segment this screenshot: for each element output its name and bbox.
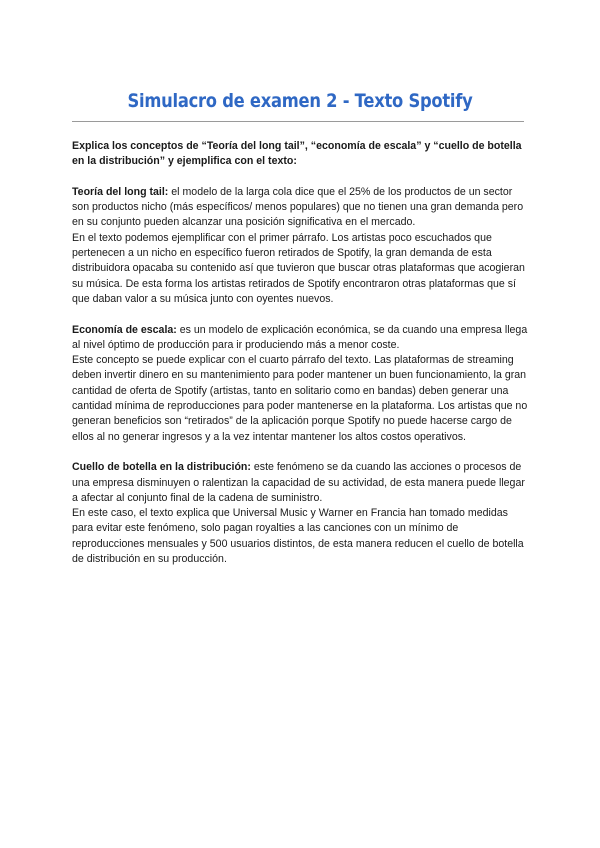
section-definition [72, 460, 528, 506]
page-title: Simulacro de examen 2 - Texto Spotify [127, 90, 473, 112]
section-example: Este concepto se puede explicar con el cuarto párrafo del texto. Las plataformas de streaming deben invertir dinero en su mantenimiento para poder mantener un buen funcionamiento, la gran cantidad de oferta de Spotify (artistas, tanto en solitario como en bandas) deben generar una cantidad mínima de reproducciones para poder mantenerse en la plataforma. Los artistas que no generan beneficios son “retirados” de la aplicación porque Spotify no puede hacerse cargo de ellos al no generar ingresos y a la vez intentar mantener los altos costos operativos. [72, 354, 528, 443]
section-economia-escala [72, 323, 528, 445]
section-definition [72, 185, 528, 231]
title-divider [72, 121, 524, 122]
section-example: En el texto podemos ejemplificar con el primer párrafo. Los artistas poco escuchados que pertenecen a un nicho en específico fueron retirados de Spotify, la gran demanda de esta distribuidora opacaba su contenido así que tuvieron que buscar otras plataformas que acogieran su música. De esta forma los artistas retirados de Spotify encontraron otras plataformas que sí que daban valor a su música junto con oyentes nuevos. [72, 231, 525, 305]
section-example: En este caso, el texto explica que Universal Music y Warner en Francia han tomado medidas para evitar este fenómeno, solo pagan royalties a las canciones con un mínimo de reproducciones mensuales y 500 usuarios distintos, de esta manera reducen el cuello de botella de distribución en su producción. [72, 507, 524, 566]
section-definition-text: el modelo de la larga cola dice que el 25% de los productos de un sector son productos nicho (más específicos/ menos populares) que no tienen una gran demanda pero en su conjunto pueden alcanzar una posición significativa en el mercado. [72, 185, 524, 229]
document-body [72, 139, 528, 583]
section-definition [72, 323, 528, 354]
section-long-tail [72, 185, 528, 307]
section-definition-text: es un modelo de explicación económica, se da cuando una empresa llega al nivel óptimo de producción para ir produciendo más a menor coste. [72, 323, 528, 351]
section-term: Cuello de botella en la distribución: [72, 461, 251, 474]
section-definition-text: este fenómeno se da cuando las acciones o procesos de una empresa disminuyen o ralentizan la capacidad de su actividad, de esta manera puede llegar a afectar al conjunto final de la cadena de suministro. [72, 461, 525, 504]
section-cuello-botella [72, 460, 528, 567]
section-term: Teoría del long tail: [72, 185, 169, 198]
exam-question: Explica los conceptos de “Teoría del long tail”, “economía de escala” y “cuello de botella en la distribución” y ejemplifica con el texto: [72, 140, 522, 168]
section-term: Economía de escala: [72, 323, 177, 336]
